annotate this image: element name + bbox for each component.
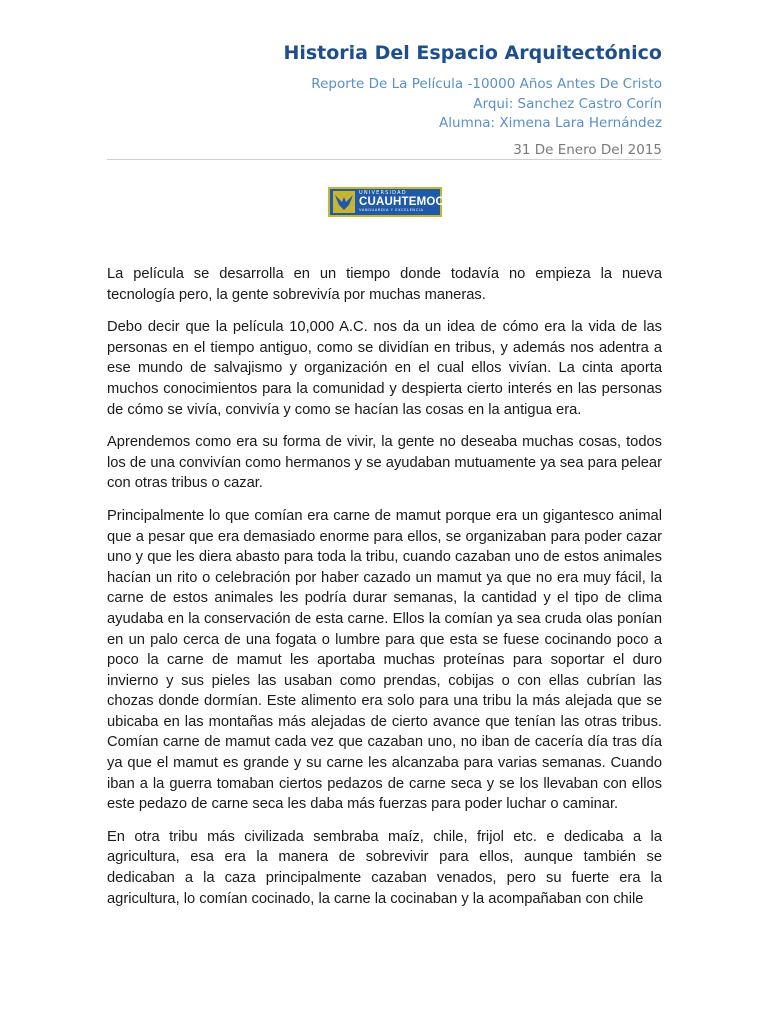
subtitle-report: Reporte De La Película -10000 Años Antes De Cristo xyxy=(311,76,662,92)
subtitle-block xyxy=(107,75,662,134)
paragraph: La película se desarrolla en un tiempo donde todavía no empieza la nueva tecnología pero, la gente sobrevivía por muchas maneras. xyxy=(107,266,662,303)
logo-top-text: UNIVERSIDAD xyxy=(359,189,407,196)
document-date: 31 De Enero Del 2015 xyxy=(513,142,662,158)
document-body xyxy=(107,264,662,921)
document-title: Historia Del Espacio Arquitectónico xyxy=(283,42,662,64)
eagle-emblem-icon xyxy=(333,191,355,213)
logo-text xyxy=(359,191,444,213)
paragraph: Debo decir que la película 10,000 A.C. nos da un idea de cómo era la vida de las personas en el tiempo antiguo, como se dividían en tribus, y además nos adentra a ese mundo de salvajismo y organización en el cual ellos vivían. La cinta aporta muchos conocimientos para la comunidad y despierta cierto interés en las personas de cómo se vivía, convivía y como se hacían las cosas en la antigua era. xyxy=(107,319,662,418)
paragraph: Aprendemos como era su forma de vivir, la gente no deseaba muchas cosas, todos los de una convivían como hermanos y se ayudaban mutuamente ya sea para pelear con otras tribus o cazar. xyxy=(107,434,662,492)
subtitle-student: Alumna: Ximena Lara Hernández xyxy=(439,115,662,131)
subtitle-teacher: Arqui: Sanchez Castro Corín xyxy=(473,95,662,112)
header-divider xyxy=(107,159,662,160)
paragraph: Principalmente lo que comían era carne de mamut porque era un gigantesco animal que a pesar que era demasiado enorme para ellos, se organizaban para poder cazar uno y que les diera abasto para toda la tribu, cuando cazaban uno de estos animales hacían un rito o celebración por haber cazado un mamut ya que no era muy fácil, la carne de estos animales les podría durar semanas, la cantidad y el tipo de clima ayudaba en la conservación de esta carne. Ellos la comían ya sea cruda olas ponían en un palo cerca de una fogata o lumbre para que esta se fuese cocinando poco a poco la carne de mamut les aportaba muchas proteínas para soportar el duro invierno y sus pieles las usaban como prendas, cobijas o con ellas cubrían las chozas donde dormían. Este alimento era solo para una tribu la más alejada que se ubicaba en las montañas más alejadas de cierto avance que tenían las otras tribus. Comían carne de mamut cada vez que cazaban uno, no iban de cacería día tras día ya que el mamut es grande y su carne les alcanzaba para varias semanas. Cuando iban a la guerra tomaban ciertos pedazos de carne seca y se los llevaban con ellos este pedazo de carne seca les daba más fuerzas para poder luchar o caminar. xyxy=(107,507,662,813)
university-logo xyxy=(328,187,445,217)
logo-tagline: VANGUARDIA Y EXCELENCIA xyxy=(359,208,424,213)
logo-name: CUAUHTEMOC xyxy=(359,195,445,208)
paragraph: En otra tribu más civilizada sembraba maíz, chile, frijol etc. e dedicaba a la agricultura, esa era la manera de sobrevivir para ellos, aunque también se dedicaban a la caza principalmente cazaban venados, pero su fuerte era la agricultura, lo comían cocinado, la carne la cocinaban y la acompañaban con chile xyxy=(107,828,662,907)
document-header xyxy=(107,38,662,134)
